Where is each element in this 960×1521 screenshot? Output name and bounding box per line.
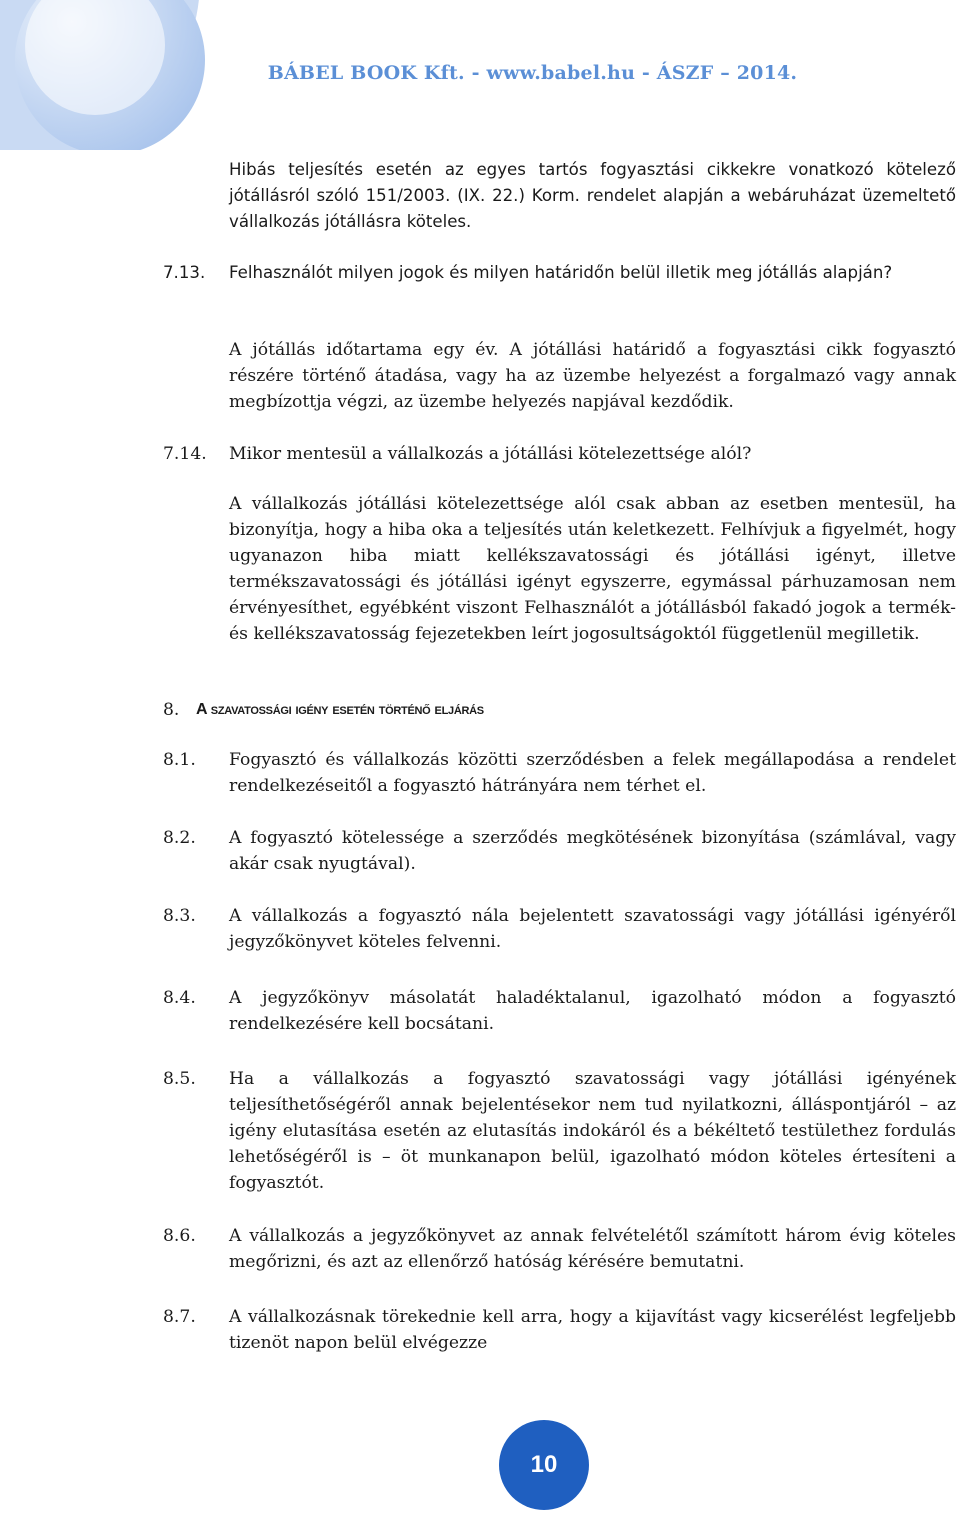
section-number: 7.14. <box>163 444 207 464</box>
item-text: Ha a vállalkozás a fogyasztó szavatossági vagy jótállási igényének teljesíthetőségéről annak bejelentésekor nem tud nyilatkozni, álláspontjáról – az igény elutasítása esetén az elutasítás indokáról és a békéltető testülethez fordulás lehetőségéről is – öt munkanapon belül, igazolható módon köteles értesíteni a fogyasztót. <box>229 1069 956 1193</box>
item-text: A fogyasztó kötelessége a szerződés megkötésének bizonyítása (számlával, vagy akár csak nyugtával). <box>229 828 956 874</box>
section-answer: A vállalkozás jótállási kötelezettsége alól csak abban az esetben mentesül, ha bizonyítja, hogy a hiba oka a teljesítés után keletkezett. Felhívjuk a figyelmét, hogy ugyanazon hiba miatt kellékszavatossági és jótállási igényt, illetve termékszavatossági és jótállási igényt egyszerre, egymással párhuzamosan nem érvényesíthet, egyébként viszont Felhasználót a jótállásból fakadó jogok a termék-és kellékszavatosság fejezetekben leírt jogosultságoktól függetlenül megilletik. <box>229 494 956 644</box>
item-number: 8.4. <box>163 988 196 1008</box>
item-text: Fogyasztó és vállalkozás közötti szerződésben a felek megállapodása a rendelet rendelkezéseitől a fogyasztó hátrányára nem térhet el. <box>229 750 956 796</box>
item-text: A vállalkozás a jegyzőkönyvet az annak felvételétől számított három évig köteles megőrizni, és azt az ellenőrző hatóság kérésére bemutatni. <box>229 1226 956 1272</box>
section-number: 7.13. <box>163 263 206 282</box>
intro-paragraph: Hibás teljesítés esetén az egyes tartós fogyasztási cikkekre vonatkozó kötelező jótállásról szóló 151/2003. (IX. 22.) Korm. rendelet alapján a webáruházat üzemeltető vállalkozás jótállásra köteles. <box>229 160 956 231</box>
chapter-number: 8. <box>163 700 180 720</box>
item-number: 8.1. <box>163 750 196 770</box>
document-header: BÁBEL BOOK Kft. - www.babel.hu - ÁSZF – 2014. <box>267 62 798 84</box>
item-number: 8.6. <box>163 1226 196 1246</box>
item-number: 8.3. <box>163 906 196 926</box>
item-number: 8.5. <box>163 1069 196 1089</box>
section-answer: A jótállás időtartama egy év. A jótállási határidő a fogyasztási cikk fogyasztó részére történő átadása, vagy ha az üzembe helyezést a forgalmazó vagy annak megbízottja végzi, az üzembe helyezés napjával kezdődik. <box>229 340 956 412</box>
section-question: Felhasználót milyen jogok és milyen határidőn belül illetik meg jótállás alapján? <box>229 263 893 282</box>
item-number: 8.2. <box>163 828 196 848</box>
item-text: A vállalkozás a fogyasztó nála bejelentett szavatossági vagy jótállási igényéről jegyzőkönyvet köteles felvenni. <box>229 906 956 952</box>
item-text: A vállalkozásnak törekednie kell arra, hogy a kijavítást vagy kicserélést legfeljebb tizenöt napon belül elvégezze <box>229 1307 956 1353</box>
section-question: Mikor mentesül a vállalkozás a jótállási kötelezettsége alól? <box>229 444 752 464</box>
item-text: A jegyzőkönyv másolatát haladéktalanul, igazolható módon a fogyasztó rendelkezésére kell bocsátani. <box>229 988 956 1034</box>
item-number: 8.7. <box>163 1307 196 1327</box>
chapter-title: A szavatossági igény esetén történő eljárás <box>196 701 484 718</box>
page-number-badge: 10 <box>499 1420 589 1510</box>
